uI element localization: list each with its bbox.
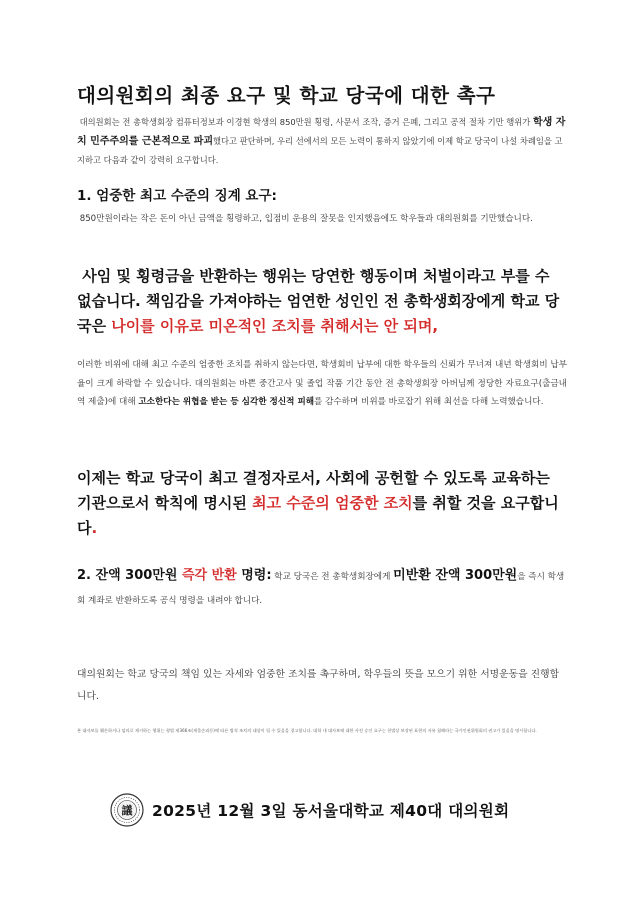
- signature-footer: [110, 790, 550, 830]
- demand-black-1: 이제는 학교 당국이 최고 결정자로서, 사회에 공헌할 수 있도록 교육하는 기관으로서 학칙에 명시된: [77, 469, 550, 512]
- statement-black: 사임 및 횡령금을 반환하는 행위는 당연한 행동이며 처벌이라고 부를 수 없습니다. 책임감을 가져야하는 엄연한 성인인 전 총학생회장에게 학교 당국은: [77, 267, 560, 335]
- demand-black-2: 를 취할 것을 요구합니다: [77, 494, 559, 537]
- intro-paragraph: [77, 113, 567, 169]
- council-seal-icon: [110, 793, 144, 827]
- page-title: 대의원회의 최종 요구 및 학교 당국에 대한 촉구: [77, 84, 496, 107]
- paragraph2-text-1: 이러한 비위에 대해 최고 수준의 엄중한 조치를 취하지 않는다면, 학생회비 납부에 대한 학우들의 신뢰가 무너져 내년 학생회비 납부율이 크게 하락할 수 있습니다. 대의원회는 바쁜 중간고사 및 졸업 작품 기간 동안 전 총학생회장 아버님께 정당한 자료요구(출금내역 제출)에 대해: [77, 360, 567, 407]
- section1-paragraph: [77, 210, 567, 229]
- intro-emphasis: 학생 자치 민주주의를 근본적으로 파괴: [77, 117, 566, 147]
- closing-paragraph: 대의원회는 학교 당국의 책임 있는 자세와 엄중한 조치를 촉구하며, 학우들의 뜻을 모으기 위한 서명운동을 진행합니다.: [77, 669, 560, 702]
- section2-text-2: 을 즉시 학생회 계좌로 반환하도록 공식 명령을 내려야 합니다.: [77, 572, 565, 606]
- section1-demand: [77, 466, 567, 541]
- section1-paragraph-2: [77, 356, 567, 412]
- section2-lead: 2. 잔액 300만원: [77, 568, 182, 583]
- demand-red: 최고 수준의 엄중한 조치: [252, 494, 413, 512]
- intro-text-1: 대의원회는 전 총학생회장 컴퓨터정보과 이경현 학생의 850만원 횡령, 사문서 조작, 증거 은폐, 그리고 공적 절차 기만 행위가: [79, 117, 533, 127]
- paragraph2-text-2: 를 감수하며 비위를 바로잡기 위해 최선을 다해 노력했습니다.: [314, 397, 544, 407]
- legal-notice: 본 대자보를 훼손하거나 임의로 제거하는 행위는 형법 제366조(재물손괴등)에 따른 법적 조치의 대상이 될 수 있음을 경고합니다. 대학 내 대자보에 대한 사전 승인 요구는 헌법상 보장된 표현의 자유 침해라는 국가인권위원회의 권고가 있음을 명시합니다.: [77, 728, 537, 733]
- section2-lead-end: 명령:: [236, 568, 272, 583]
- section2-emphasis: 미반환 잔액 300만원: [393, 568, 518, 583]
- section2: [77, 564, 567, 613]
- demand-period: .: [91, 519, 98, 537]
- section2-lead-red: 즉각 반환: [181, 568, 237, 583]
- signature-text: 2025년 12월 3일 동서울대학교 제40대 대의원회: [152, 802, 510, 820]
- seal-glyph: 議: [121, 804, 133, 817]
- section1-paragraph-text: 850만원이라는 작은 돈이 아닌 금액을 횡령하고, 입점비 운용의 잘못을 인지했음에도 학우들과 대의원회를 기만했습니다.: [79, 214, 533, 224]
- section1-statement: [77, 264, 567, 339]
- paragraph2-emphasis: 고소한다는 위협을 받는 등 심각한 정신적 피해: [138, 397, 315, 407]
- intro-text-2: 했다고 판단하며, 우리 선에서의 모든 노력이 통하지 않았기에 이제 학교 당국이 나설 차례임을 고지하고 다음과 같이 강력히 요구합니다.: [77, 136, 563, 165]
- statement-red: 나이를 이유로 미온적인 조치를 취해서는 안 되며,: [111, 317, 439, 335]
- section2-text-1: 학교 당국은 전 총학생회장에게: [271, 572, 394, 582]
- section1-heading: 1. 엄중한 최고 수준의 징계 요구:: [77, 188, 277, 204]
